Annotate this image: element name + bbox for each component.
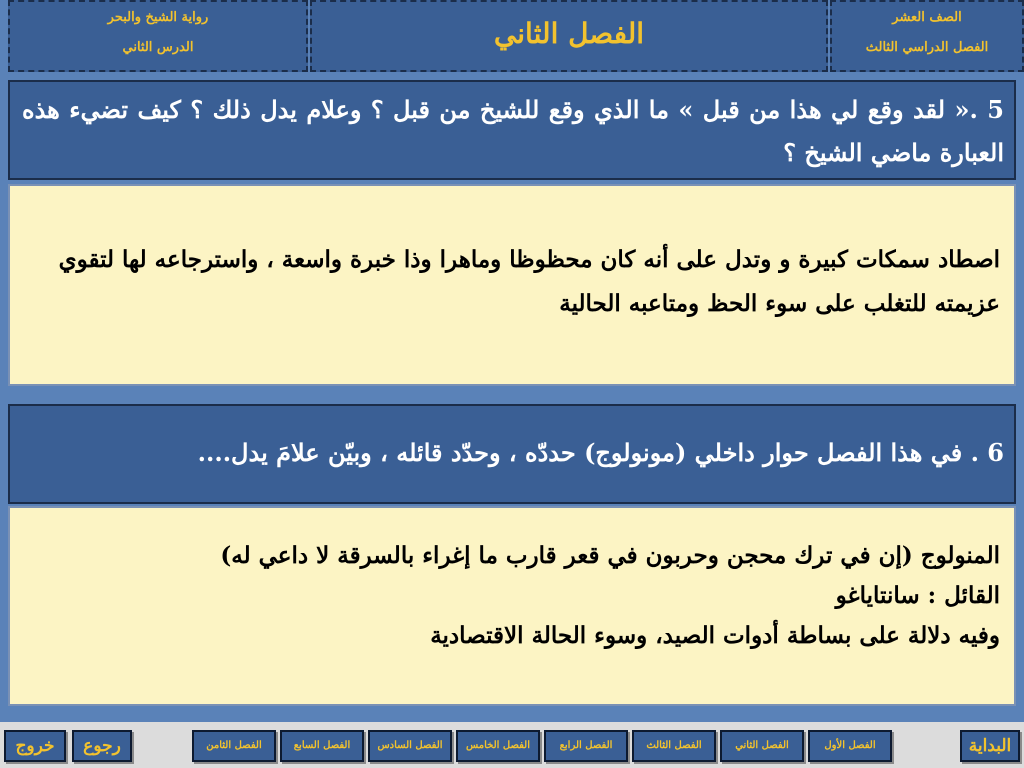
chapter-title: الفصل الثاني — [493, 17, 645, 50]
lesson-label: الدرس الثاني — [122, 40, 194, 55]
start-button[interactable]: البداية — [960, 730, 1020, 762]
question-6 — [8, 404, 1016, 504]
chapter-6-button[interactable]: الفصل السادس — [368, 730, 452, 762]
header-lesson-info — [8, 0, 308, 72]
question-5 — [8, 80, 1016, 180]
speaker-line: القائل : سانتاياغو — [835, 582, 1000, 609]
answer-5-text: اصطاد سمكات كبيرة و وتدل على أنه كان محظوظا وماهرا وذا خبرة واسعة ، واسترجاعه لها لتقوي عزيمته للتغلب على سوء الحظ ومتاعبه الحالية — [58, 246, 1000, 317]
navigation-bar — [0, 722, 1024, 768]
chapter-7-button[interactable]: الفصل السابع — [280, 730, 364, 762]
chapter-8-button[interactable]: الفصل الثامن — [192, 730, 276, 762]
exit-button[interactable]: خروج — [4, 730, 66, 762]
significance-line: وفيه دلالة على بساطة أدوات الصيد، وسوء الحالة الاقتصادية — [430, 622, 1000, 649]
chapter-5-button[interactable]: الفصل الخامس — [456, 730, 540, 762]
page-title — [310, 0, 828, 72]
chapter-1-button[interactable]: الفصل الأول — [808, 730, 892, 762]
answer-5 — [8, 184, 1016, 386]
chapter-3-button[interactable]: الفصل الثالث — [632, 730, 716, 762]
novel-title: رواية الشيخ والبحر — [107, 10, 209, 25]
semester-label: الفصل الدراسي الثالث — [865, 40, 989, 55]
question-5-text: 5 .« لقد وقع لي هذا من قبل » ما الذي وقع للشيخ من قبل ؟ وعلام يدل ذلك ؟ كيف تضيء هذه العبارة ماضي الشيخ ؟ — [22, 95, 1004, 167]
monologue-line: المنولوج (إن في ترك محجن وحربون في قعر قارب ما إغراء بالسرقة لا داعي له) — [220, 542, 1000, 569]
answer-6 — [8, 506, 1016, 706]
back-button[interactable]: رجوع — [72, 730, 132, 762]
chapter-4-button[interactable]: الفصل الرابع — [544, 730, 628, 762]
header-course-info — [830, 0, 1024, 72]
chapter-2-button[interactable]: الفصل الثاني — [720, 730, 804, 762]
grade-label: الصف العشر — [892, 10, 962, 25]
question-6-text: 6 . في هذا الفصل حوار داخلي (مونولوج) حددّه ، وحدّد قائله ، وبيّن علامَ يدل.... — [197, 438, 1004, 467]
